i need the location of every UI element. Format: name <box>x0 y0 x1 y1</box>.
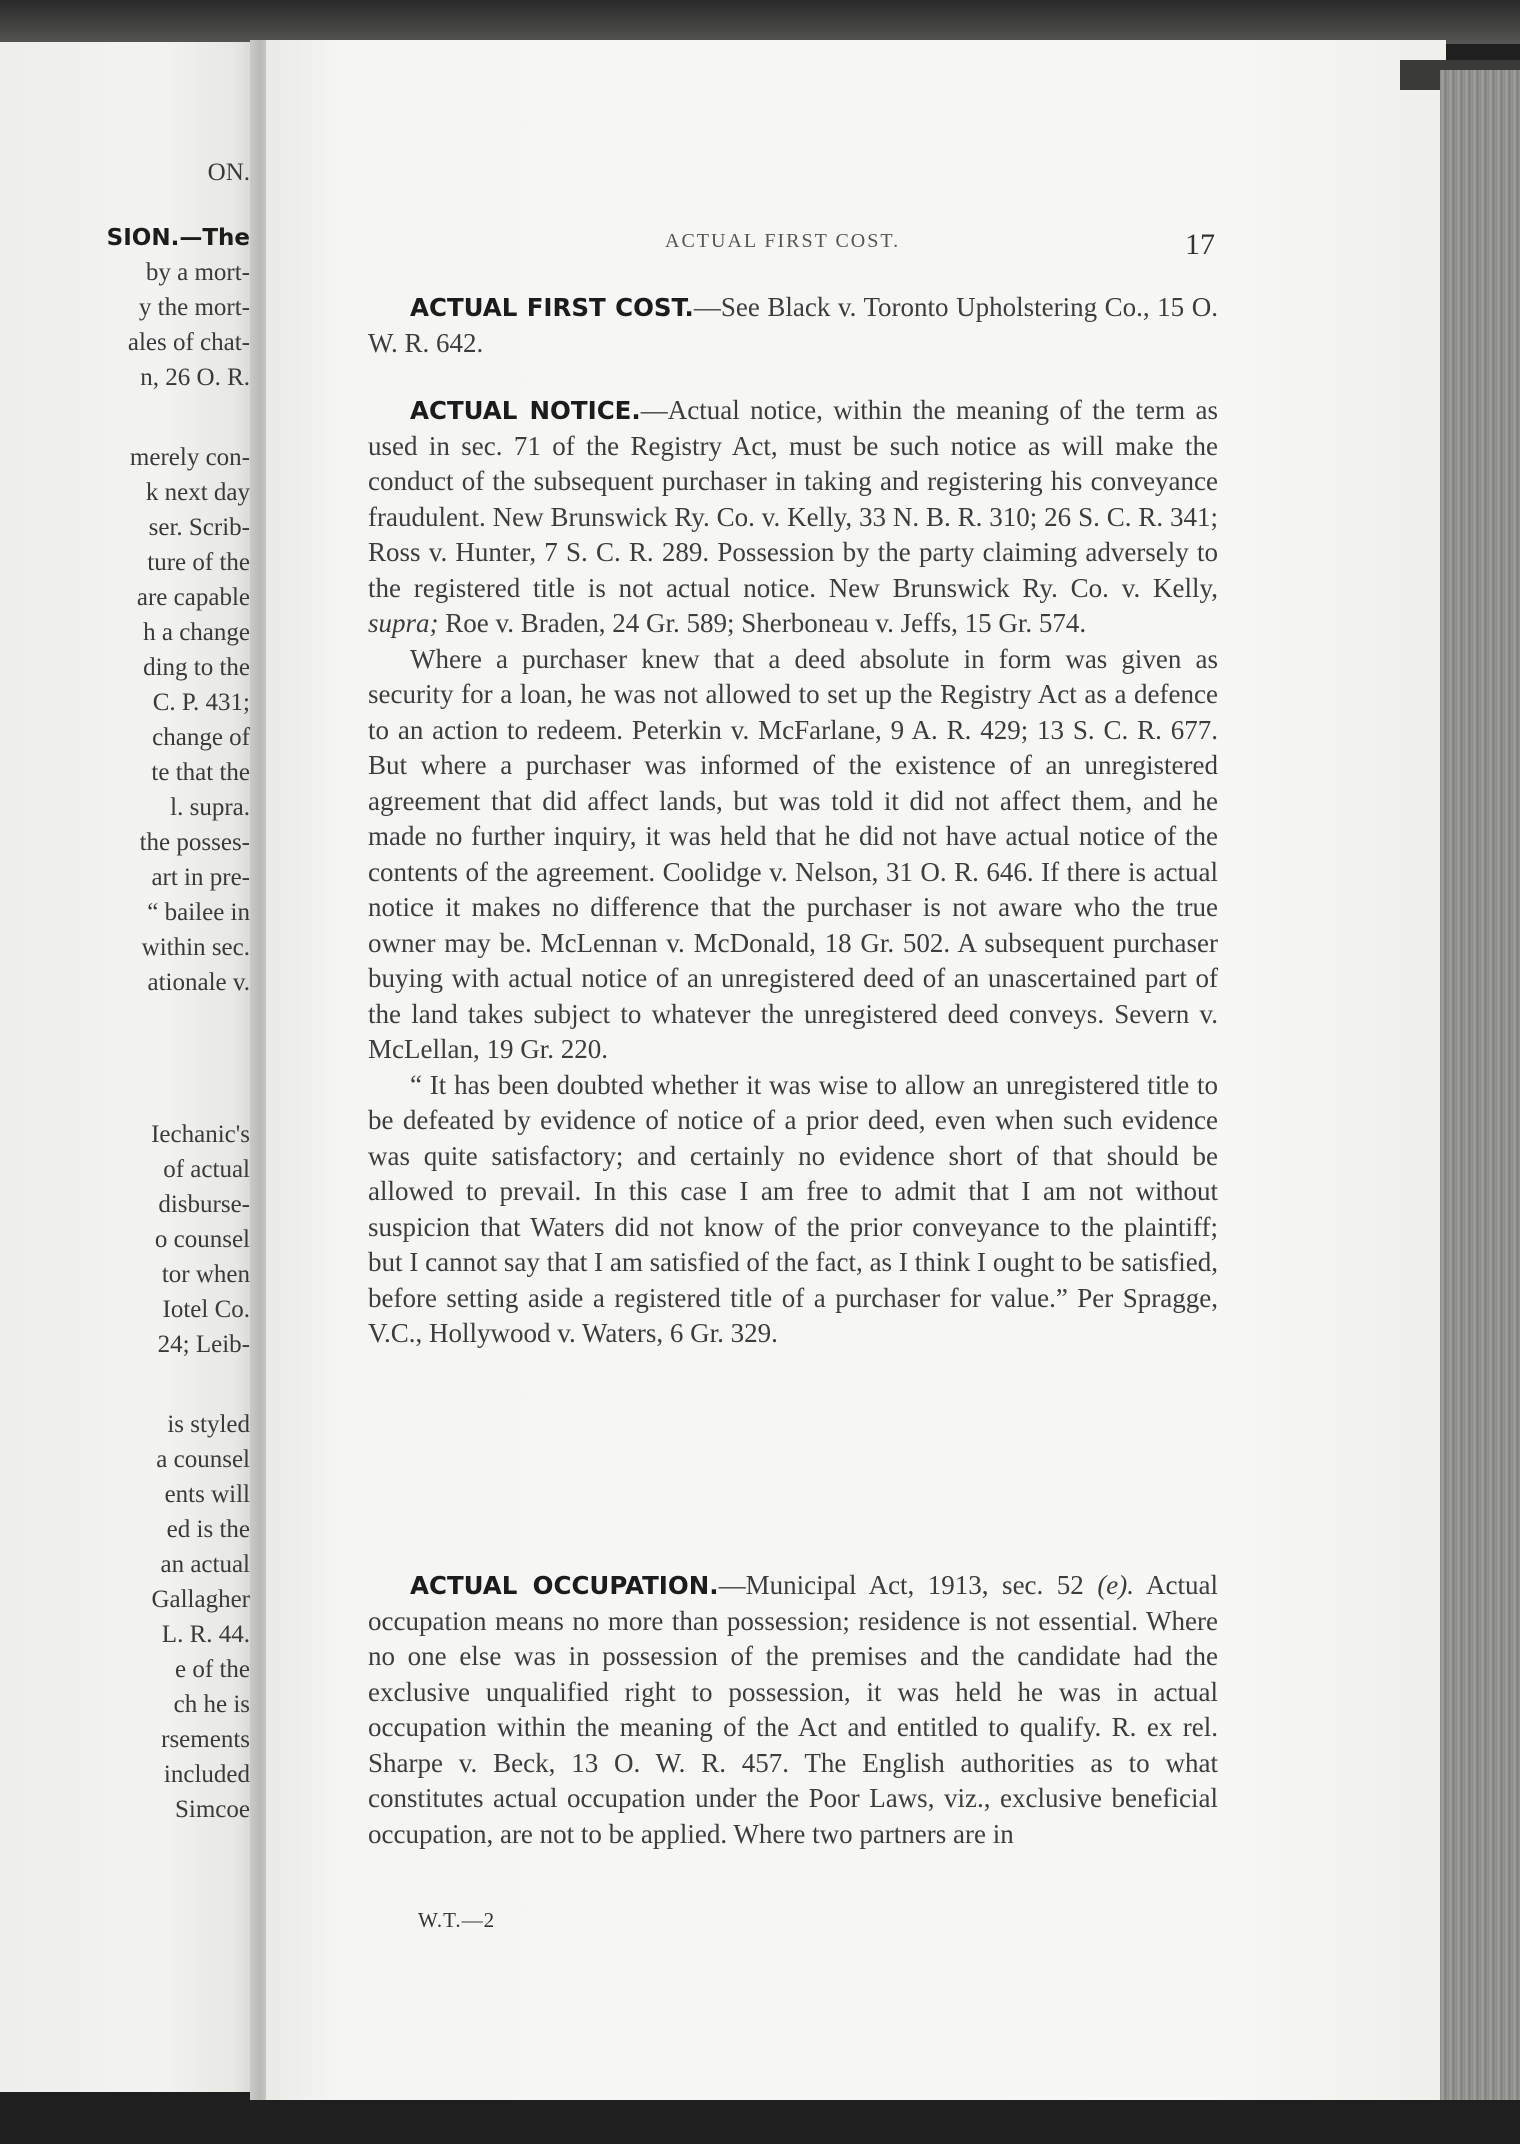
left-page-line: Simcoe <box>175 1796 250 1823</box>
left-page-line: within sec. <box>141 934 250 961</box>
left-page-line: ationale v. <box>147 969 250 996</box>
entry-actual-first-cost <box>368 290 1218 361</box>
left-page-line: “ bailee in <box>147 899 250 926</box>
left-page-line: merely con- <box>129 444 250 471</box>
left-page-line: change of <box>152 724 250 751</box>
left-page-line: art in pre- <box>151 864 250 891</box>
left-page-line: ser. Scrib- <box>148 514 250 541</box>
left-page-line: are capable <box>136 584 250 611</box>
left-page-line: SION.—The <box>106 225 250 251</box>
paragraph: Where a purchaser knew that a deed absolute in form was given as security for a loan, he was not allowed to set up the Registry Act as a defence to an action to redeem. Peterkin v. McFarlane, 9 A. R. 429; 13 S. C. R. 677. But where a purchaser was informed of the existence of an unregistered agreement that did affect lands, but was told it did not affect them, and he made no further inquiry, it was held that he did not have actual notice of the contents of the agreement. Coolidge v. Nelson, 31 O. R. 646. If there is actual notice it makes no difference that the purchaser is not aware who the true owner may be. McLennan v. McDonald, 18 Gr. 502. A subsequent purchaser buying with actual notice of an unregistered deed of an unascertained part of the land takes subject to whatever the unregistered deed conveys. Severn v. McLellan, 19 Gr. 220. <box>368 643 1218 1064</box>
italic-text: supra; <box>368 608 439 638</box>
running-head: ACTUAL FIRST COST. <box>665 230 901 252</box>
entry-text: Roe v. Braden, 24 Gr. 589; Sherboneau v. Jeffs, 15 Gr. 574. <box>445 608 1087 638</box>
left-page-line: an actual <box>160 1551 250 1578</box>
left-page-line: y the mort- <box>138 294 250 321</box>
left-page-line: ch he is <box>173 1691 250 1718</box>
left-page-line: ture of the <box>147 549 250 576</box>
paragraph: “ It has been doubted whether it was wise to allow an unregistered title to be defeated by evidence of notice of a prior deed, even when such evidence was quite satisfactory; and certainly no evidence short of that should be allowed to prevail. In this case I am free to admit that I am not without suspicion that Waters did not know of the prior conveyance to the plaintiff; but I cannot say that I am satisfied of the fact, as I think I ought to be satisfied, before setting aside a registered title of a purchaser for value.” Per Spragge, V.C., Hollywood v. Waters, 6 Gr. 329. <box>368 1069 1218 1348</box>
scan-bottom-border <box>0 2100 1520 2144</box>
left-page-line: Gallagher <box>151 1586 250 1613</box>
left-page-line: of actual <box>163 1156 250 1183</box>
left-page-line: C. P. 431; <box>152 689 250 716</box>
entry-heading: ACTUAL FIRST COST. <box>410 293 694 322</box>
left-page-line: disburse- <box>158 1191 250 1218</box>
entry-actual-occupation <box>368 1568 1218 1852</box>
left-page-line: k next day <box>145 479 250 506</box>
left-page-line: ales of chat- <box>127 329 250 356</box>
page-number: 17 <box>1185 228 1215 261</box>
left-page-line: te that the <box>151 759 250 786</box>
entry-text: —Municipal Act, 1913, sec. 52 <box>718 1570 1084 1600</box>
left-page-line: is styled <box>167 1411 250 1438</box>
entry-text: Actual occupation means no more than possession; residence is not essential. Where no one else was in possession of the premises and the candidate had the exclusive unqualified right to possession, it was held he was in actual occupation within the meaning of the Act and entitled to qualify. R. ex rel. Sharpe v. Beck, 13 O. W. R. 457. The English authorities as to what constitutes actual occupation under the Poor Laws, viz., exclusive beneficial occupation, are not to be applied. Where two partners are in <box>368 1570 1219 1849</box>
left-page-line: Iechanic's <box>151 1121 250 1148</box>
left-page-line: h a change <box>143 619 250 646</box>
entry-text: —Actual notice, within the meaning of the term as used in sec. 71 of the Registry Act, must be such notice as will make the conduct of the subsequent purchaser in taking and registering his conveyance fraudulent. New Brunswick Ry. Co. v. Kelly, 33 N. B. R. 310; 26 S. C. R. 341; Ross v. Hunter, 7 S. C. R. 289. Possession by the party claiming adversely to the registered title is not actual notice. New Brunswick Ry. Co. v. Kelly, <box>368 395 1218 603</box>
scan-top-border <box>0 0 1520 44</box>
left-page-line: e of the <box>175 1656 250 1683</box>
left-facing-page <box>0 42 262 2092</box>
italic-text: (e). <box>1097 1570 1135 1600</box>
left-page-line: n, 26 O. R. <box>140 364 250 391</box>
left-page-line: Iotel Co. <box>162 1296 250 1323</box>
left-page-line: l. supra. <box>170 794 250 821</box>
left-page-line: tor when <box>161 1261 250 1288</box>
entry-text: —See Black v. Toronto Upholstering Co., 15 O. W. R. 642. <box>368 292 1218 358</box>
left-page-line: a counsel <box>156 1446 250 1473</box>
left-page-line: ON. <box>207 159 250 186</box>
left-page-line: L. R. 44. <box>161 1621 250 1648</box>
left-page-line: ding to the <box>143 654 250 681</box>
entry-heading: ACTUAL NOTICE. <box>410 396 641 425</box>
paragraph <box>368 1568 1218 1852</box>
left-page-line: the posses- <box>139 829 250 856</box>
left-page-line: by a mort- <box>145 259 250 286</box>
entry-heading: ACTUAL OCCUPATION. <box>410 1571 719 1600</box>
entry-actual-notice <box>368 393 1218 1352</box>
left-page-line: 24; Leib- <box>157 1331 250 1358</box>
paragraph <box>368 393 1218 642</box>
left-page-line: ents will <box>164 1481 250 1508</box>
left-page-line: rsements <box>161 1726 250 1753</box>
left-page-line: ed is the <box>166 1516 250 1543</box>
left-page-line: o counsel <box>154 1226 250 1253</box>
page-block-edge <box>1440 70 1520 2130</box>
signature-mark: W.T.—2 <box>418 1908 496 1932</box>
left-page-line: included <box>163 1761 250 1788</box>
